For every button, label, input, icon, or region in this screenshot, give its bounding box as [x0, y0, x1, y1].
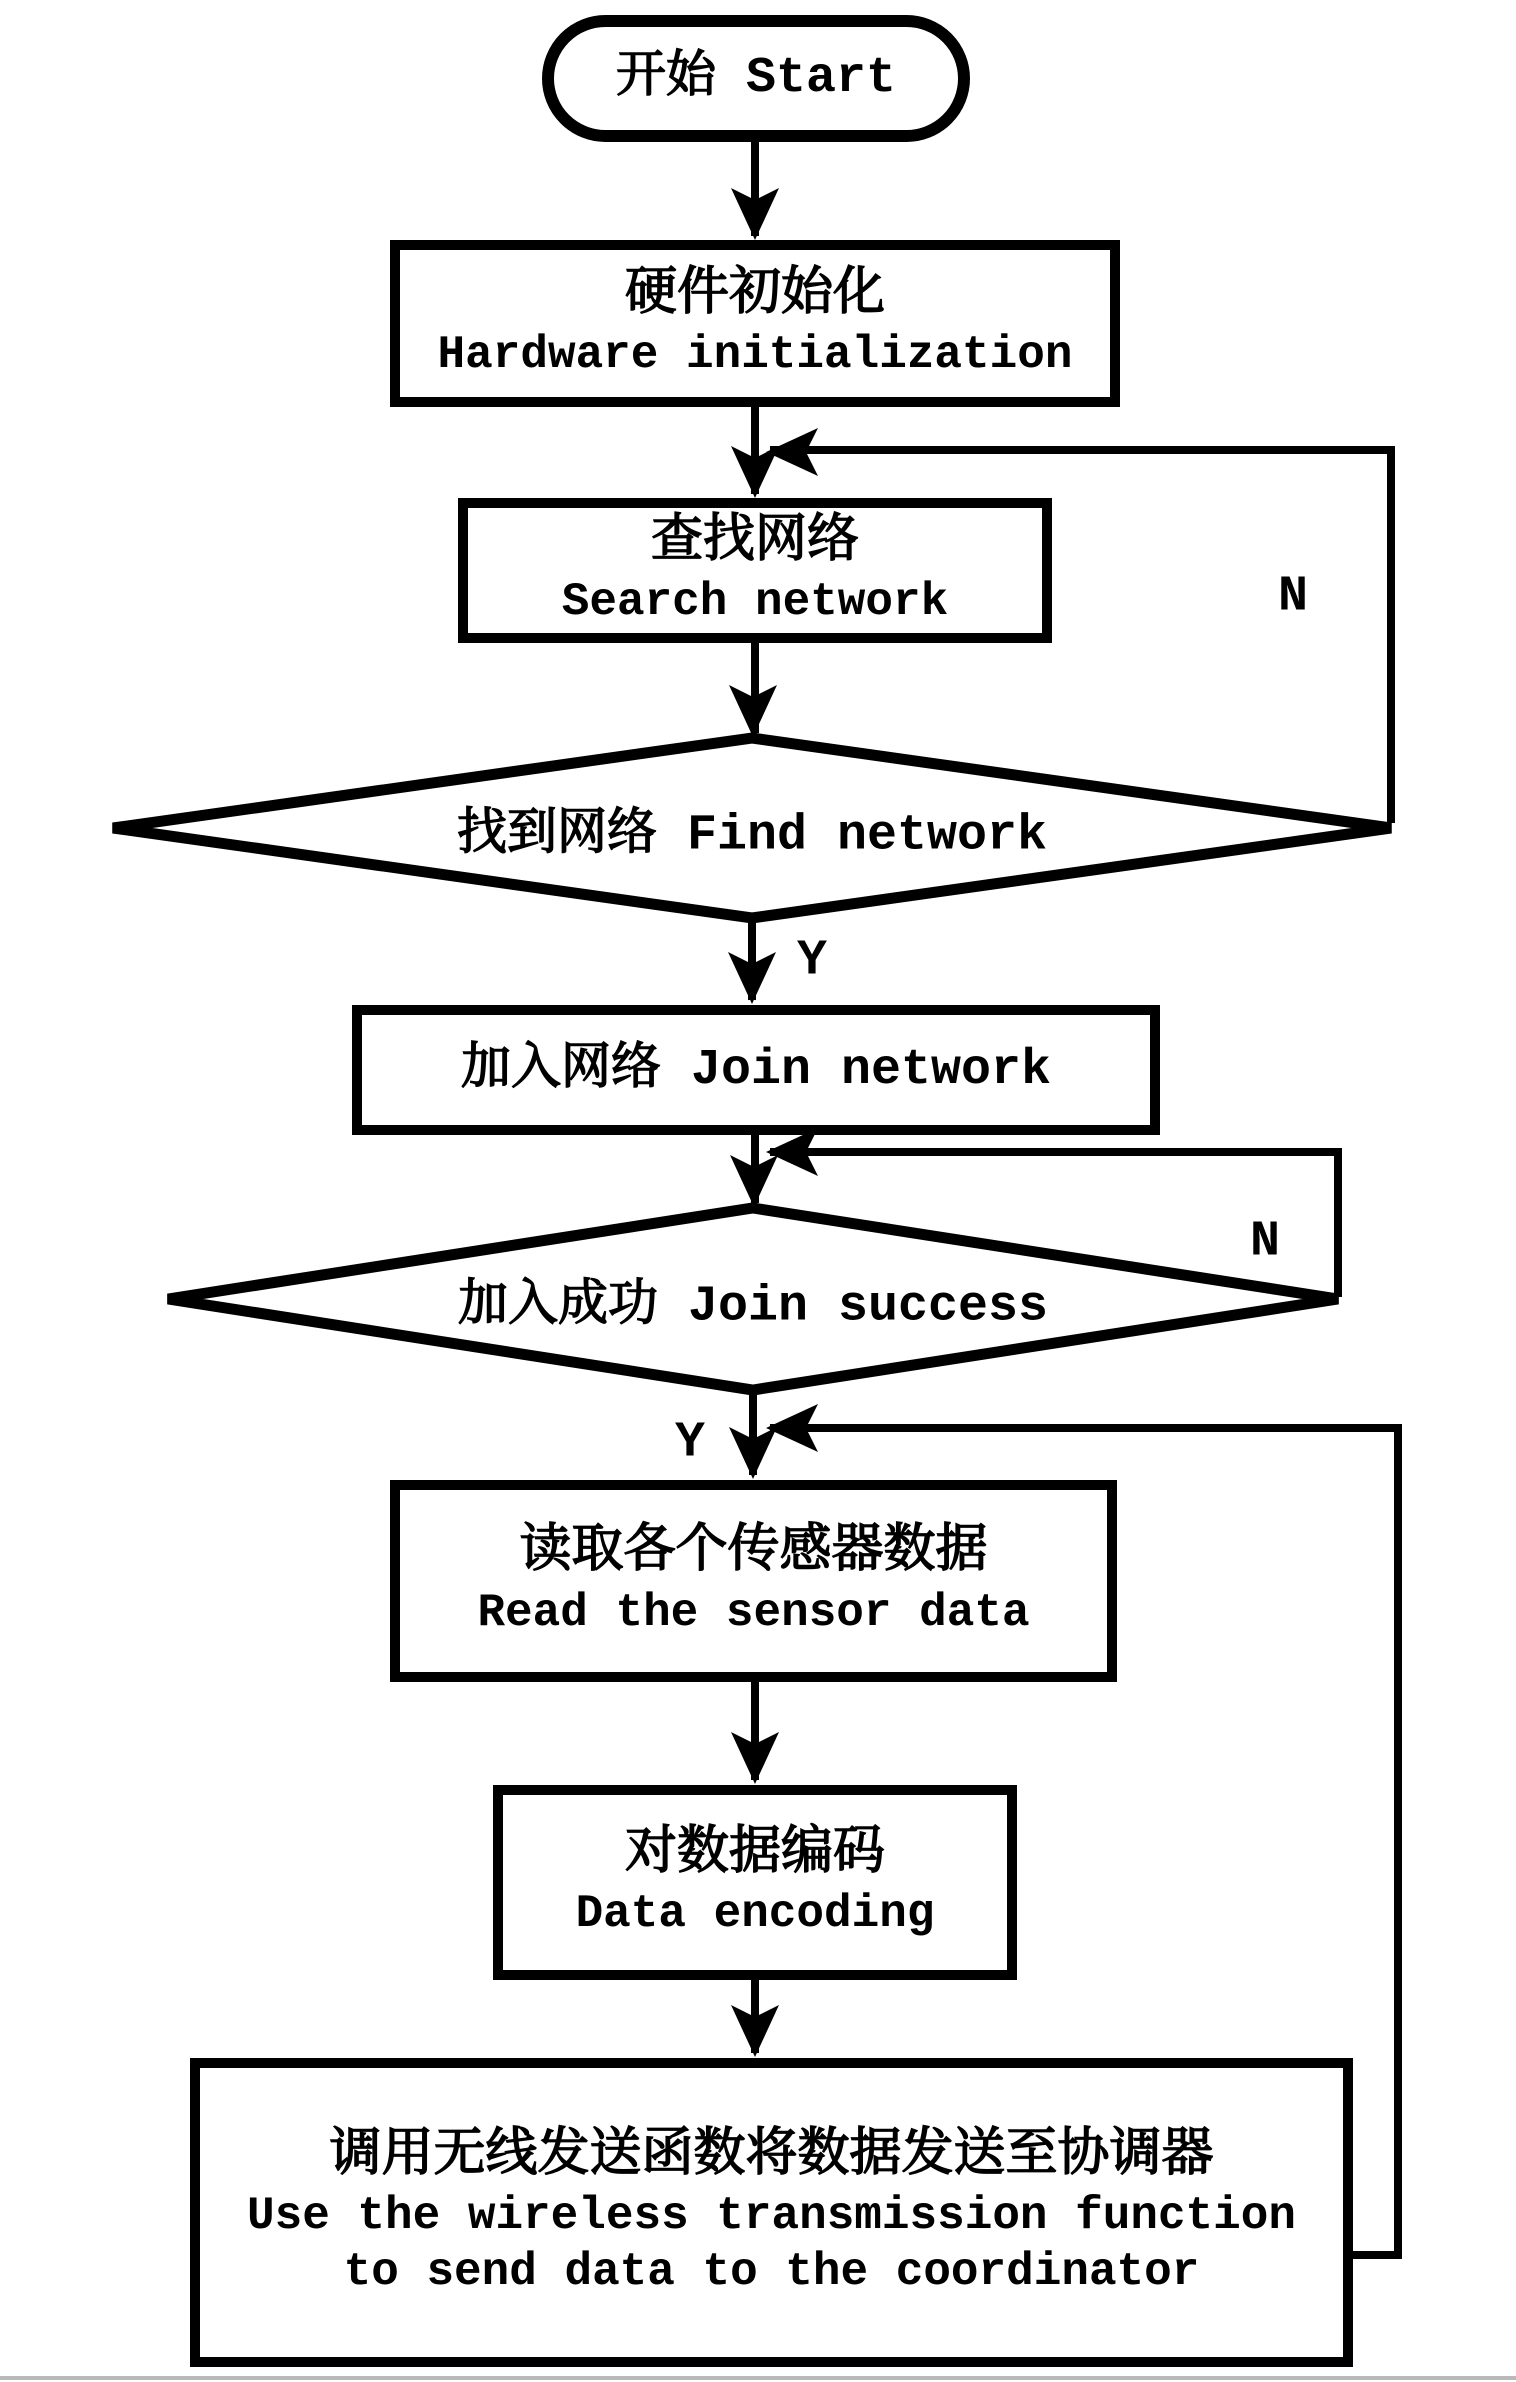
branch-label-find-network-no: N — [1277, 568, 1309, 626]
branch-label-find-network-yes: Y — [796, 932, 828, 990]
node-hardware-init — [390, 240, 1120, 407]
branch-label-join-success-no: N — [1249, 1213, 1281, 1271]
node-search-network-line1: 查找网络 — [650, 512, 859, 572]
node-hardware-init-line2: Hardware initialization — [437, 329, 1073, 382]
node-data-encoding — [493, 1785, 1017, 1980]
node-search-network-line2: Search network — [561, 576, 949, 629]
node-read-sensor-line1: 读取各个传感器数据 — [519, 1523, 988, 1583]
node-start-label: 开始 Start — [615, 50, 897, 107]
node-search-network — [458, 498, 1052, 643]
node-send-data-line2: Use the wireless transmission function — [247, 2190, 1296, 2243]
node-start — [542, 15, 970, 142]
node-hardware-init-line1: 硬件初始化 — [624, 265, 885, 325]
node-join-network — [352, 1005, 1160, 1135]
node-data-encoding-line2: Data encoding — [575, 1888, 935, 1941]
node-data-encoding-line1: 对数据编码 — [624, 1824, 885, 1884]
node-send-data-line3: to send data to the coordinator — [343, 2246, 1200, 2299]
node-read-sensor — [390, 1480, 1117, 1682]
branch-label-join-success-yes: Y — [674, 1414, 706, 1472]
node-send-data — [190, 2058, 1353, 2367]
scan-edge-line — [0, 2376, 1516, 2380]
node-read-sensor-line2: Read the sensor data — [477, 1586, 1030, 1639]
node-join-network-label: 加入网络 Join network — [460, 1041, 1052, 1099]
decision-find-network-label: 找到网络 Find network — [456, 807, 1048, 865]
node-send-data-line1: 调用无线发送函数将数据发送至协调器 — [329, 2126, 1214, 2186]
decision-join-success-label: 加入成功 Join success — [457, 1278, 1049, 1336]
